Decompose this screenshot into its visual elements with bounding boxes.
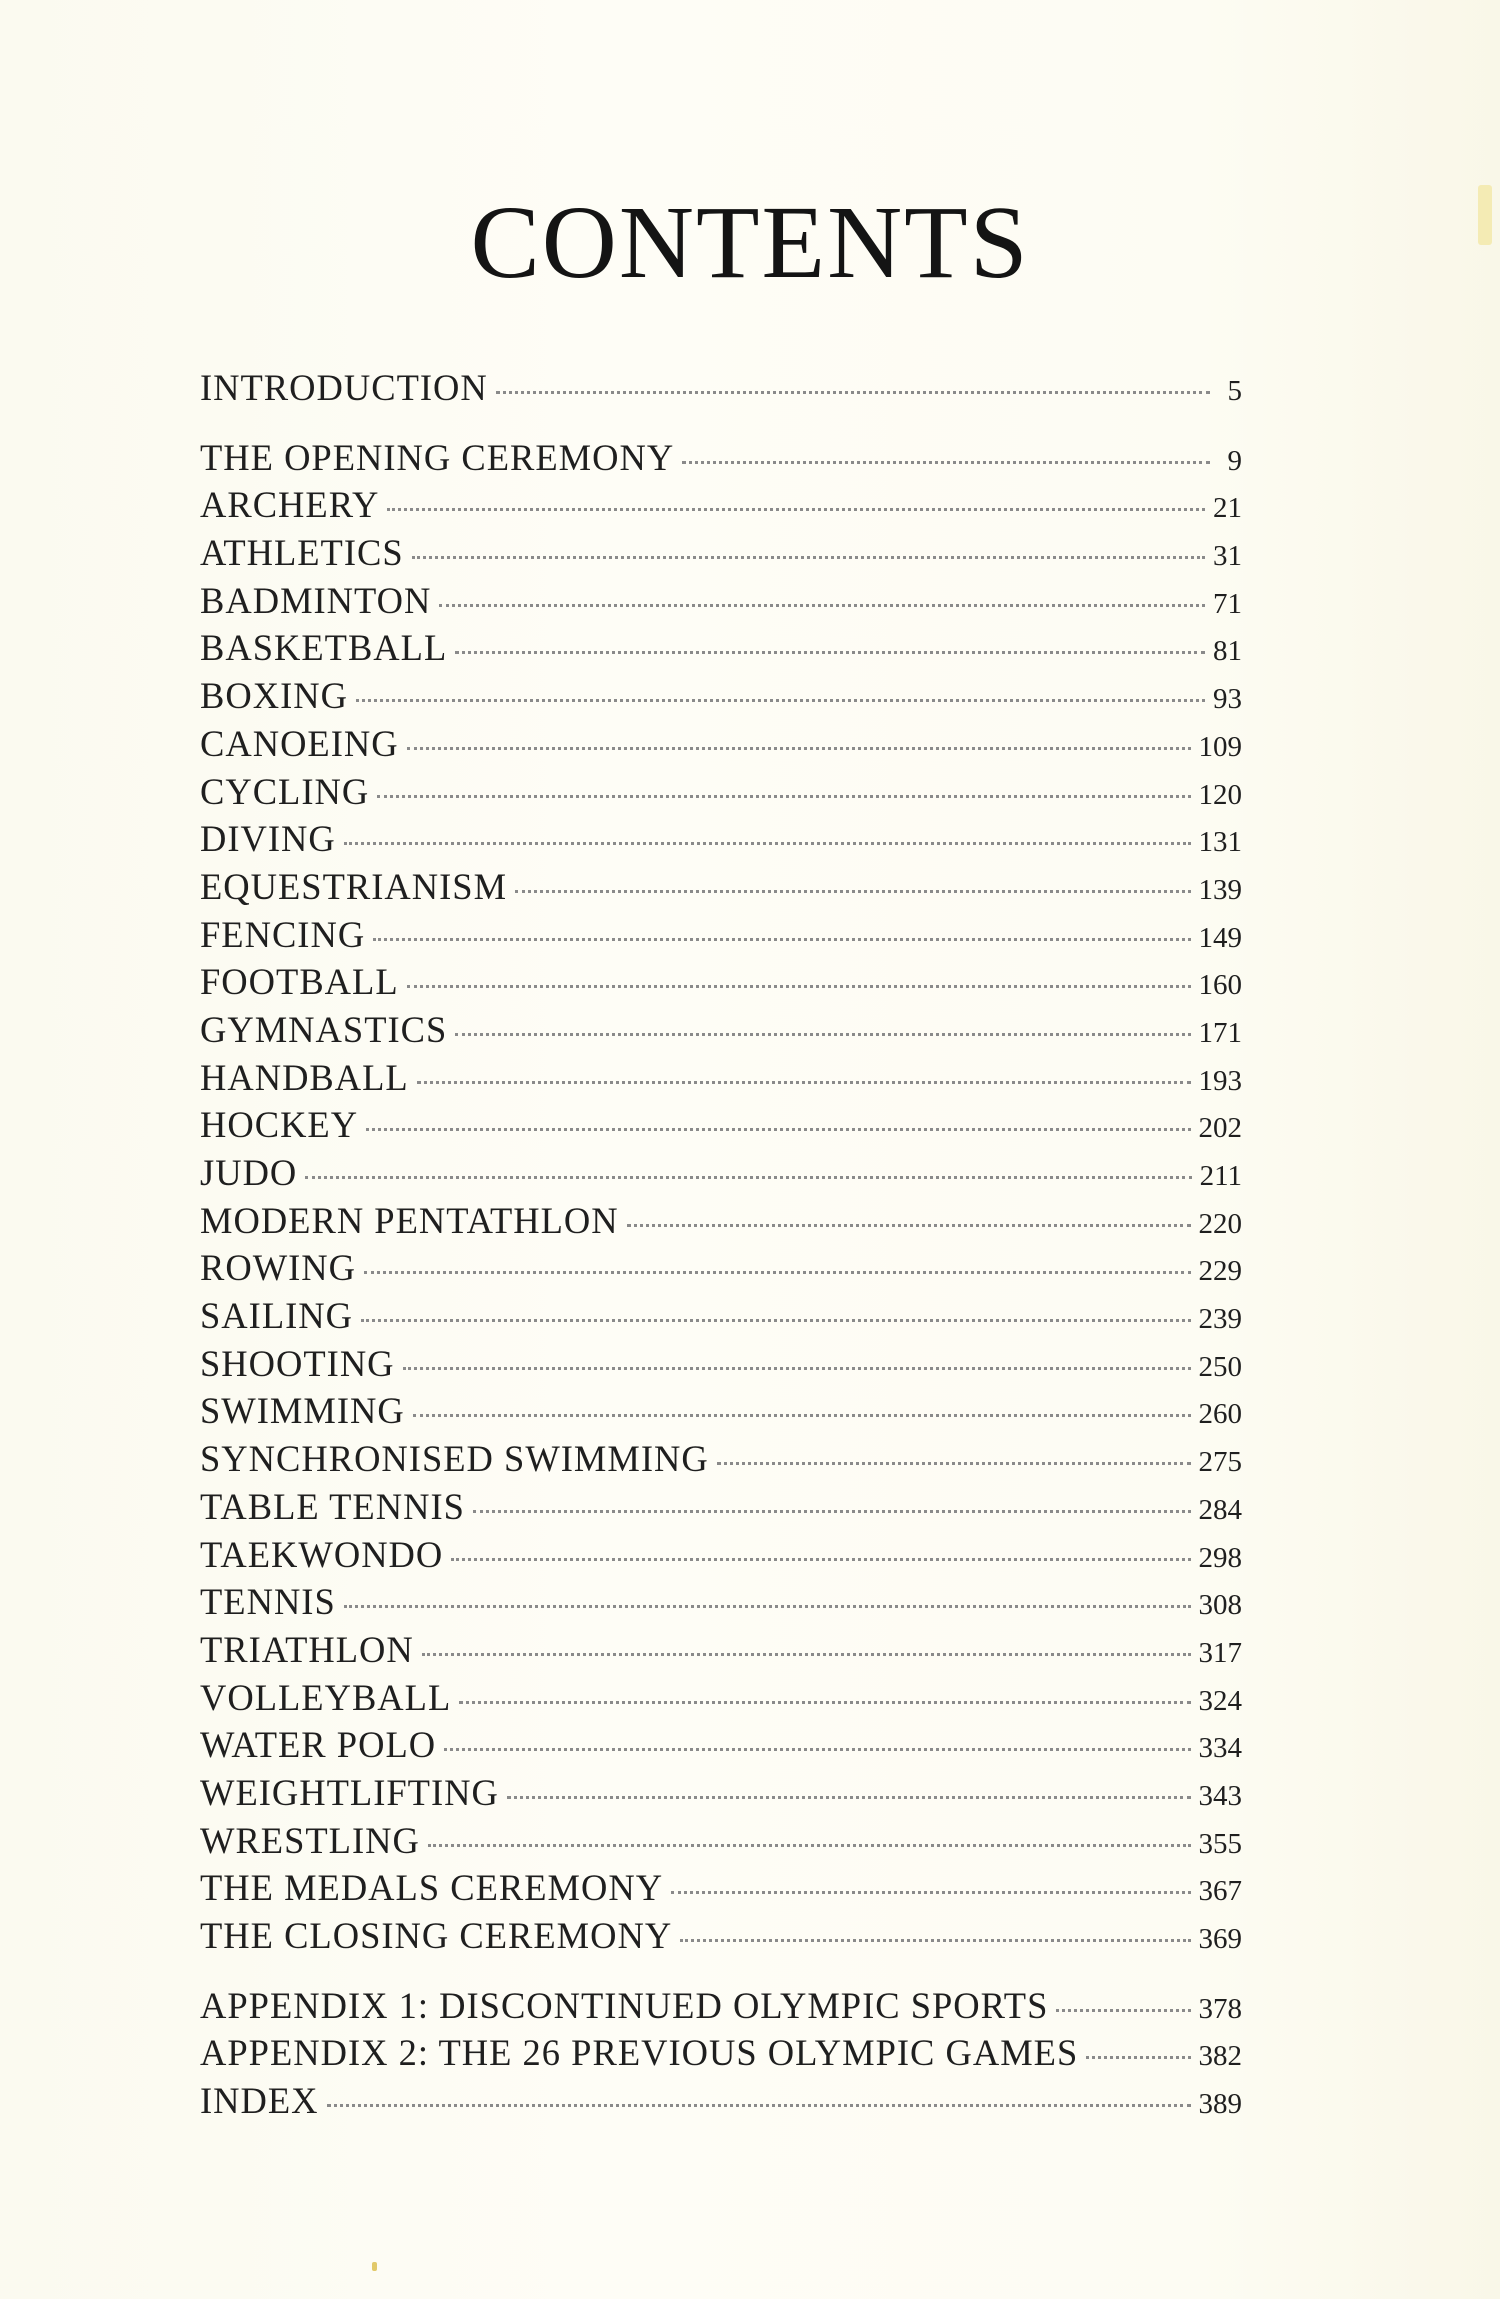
toc-entry [200, 1721, 1242, 1769]
toc-entry [200, 1531, 1242, 1579]
toc-entry-title: MODERN PENTATHLON [200, 1199, 619, 1241]
toc-page-number: 298 [1198, 1541, 1242, 1574]
toc-entry [200, 577, 1242, 625]
toc-entry [200, 1340, 1242, 1388]
toc-dot-leader [407, 985, 1191, 988]
toc-entry [200, 720, 1242, 768]
toc-page-number: 202 [1198, 1112, 1242, 1145]
toc-page-number: 275 [1198, 1446, 1242, 1479]
toc-dot-leader [344, 1605, 1191, 1608]
toc-dot-leader [361, 1319, 1191, 1322]
page-speck [372, 2262, 377, 2271]
toc-page-number: 317 [1198, 1636, 1242, 1669]
toc-page-number: 21 [1213, 492, 1242, 525]
toc-page-number: 120 [1198, 778, 1242, 811]
toc-entry [200, 529, 1242, 577]
toc-entry-title: FOOTBALL [200, 961, 399, 1003]
toc-entry-title: INTRODUCTION [200, 367, 488, 408]
toc-entry [200, 1674, 1242, 1722]
toc-entry [200, 1435, 1242, 1483]
toc-dot-leader [356, 699, 1205, 702]
toc-dot-leader [305, 1176, 1191, 1179]
toc-page-number: 369 [1198, 1923, 1242, 1955]
toc-entry-title: SAILING [200, 1295, 353, 1337]
toc-page-number: 193 [1198, 1064, 1242, 1097]
toc-page-number: 160 [1198, 969, 1242, 1002]
toc-dot-leader [344, 842, 1191, 845]
toc-page-number: 334 [1198, 1732, 1242, 1765]
toc-dot-leader [507, 1796, 1191, 1799]
toc-dot-leader [364, 1271, 1190, 1274]
toc-dot-leader [671, 1891, 1190, 1894]
toc-entry [200, 2029, 1242, 2077]
toc-entry [200, 1769, 1242, 1817]
toc-entry [200, 2077, 1242, 2125]
toc-page-number: 220 [1198, 1207, 1242, 1240]
toc-entry-title: EQUESTRIANISM [200, 865, 508, 907]
toc-entry-title: JUDO [200, 1152, 298, 1193]
toc-entry-title: WATER POLO [200, 1724, 437, 1766]
toc-dot-leader [682, 461, 1210, 464]
toc-entry-title: THE MEDALS CEREMONY [200, 1867, 664, 1909]
toc-page-number: 308 [1198, 1589, 1242, 1622]
toc-dot-leader [373, 938, 1190, 941]
toc-dot-leader [403, 1367, 1191, 1370]
page-title: CONTENTS [470, 185, 1030, 300]
toc-entry-title: APPENDIX 1: DISCONTINUED OLYMPIC SPORTS [200, 1984, 1049, 2026]
toc-entry-title: THE CLOSING CEREMONY [200, 1915, 673, 1956]
toc-entry [200, 1483, 1242, 1531]
toc-dot-leader [459, 1701, 1190, 1704]
toc-entry-title: DIVING [200, 818, 336, 860]
toc-entry [200, 481, 1242, 529]
toc-page-number: 378 [1198, 1992, 1242, 2025]
toc-entry [200, 672, 1242, 720]
toc-entry [200, 768, 1242, 816]
toc-entry [200, 434, 1242, 482]
toc-entry-title: BOXING [200, 675, 348, 717]
toc-entry-title: FENCING [200, 913, 366, 955]
toc-page-number: 389 [1198, 2088, 1242, 2121]
toc-dot-leader [1086, 2056, 1190, 2059]
toc-entry-title: ROWING [200, 1247, 357, 1289]
toc-page-number: 31 [1213, 540, 1242, 573]
toc-page-number: 5 [1227, 375, 1242, 407]
toc-entry [200, 1101, 1242, 1149]
toc-dot-leader [417, 1081, 1191, 1084]
toc-entry [200, 1244, 1242, 1292]
toc-page-number: 239 [1198, 1303, 1242, 1336]
toc-entry [200, 863, 1242, 911]
toc-dot-leader [422, 1653, 1191, 1656]
toc-entry-title: WEIGHTLIFTING [200, 1771, 499, 1813]
toc-entry-title: TAEKWONDO [200, 1533, 444, 1575]
toc-dot-leader [407, 747, 1191, 750]
toc-page-number: 131 [1198, 826, 1242, 859]
toc-entry [200, 1626, 1242, 1674]
toc-dot-leader [627, 1224, 1191, 1227]
toc-dot-leader [366, 1128, 1190, 1131]
toc-entry-title: TABLE TENNIS [200, 1485, 465, 1527]
toc-dot-leader [455, 651, 1205, 654]
toc-page-number: 149 [1198, 921, 1242, 954]
toc-entry-title: CANOEING [200, 722, 399, 764]
toc-page-number: 109 [1198, 730, 1242, 763]
toc-entry-title: WRESTLING [200, 1819, 420, 1861]
toc-page-number: 93 [1213, 683, 1242, 716]
toc-entry [200, 1912, 1242, 1960]
toc-dot-leader [455, 1033, 1190, 1036]
toc-group [200, 364, 1242, 412]
toc-group [200, 434, 1242, 1960]
toc-entry [200, 1292, 1242, 1340]
toc-entry-title: SYNCHRONISED SWIMMING [200, 1438, 709, 1480]
toc-entry-title: BADMINTON [200, 579, 432, 621]
toc-entry [200, 1197, 1242, 1245]
toc-entry-title: VOLLEYBALL [200, 1676, 452, 1718]
toc-entry-title: HANDBALL [200, 1056, 409, 1098]
toc-dot-leader [412, 556, 1205, 559]
toc-dot-leader [413, 1414, 1191, 1417]
toc-page-number: 139 [1198, 873, 1242, 906]
toc-dot-leader [473, 1510, 1191, 1513]
toc-entry [200, 958, 1242, 1006]
toc-entry-title: TENNIS [200, 1581, 336, 1623]
toc-group [200, 1982, 1242, 2125]
toc-page-number: 81 [1213, 635, 1242, 668]
toc-entry-title: SHOOTING [200, 1342, 395, 1384]
toc-page-number: 260 [1198, 1398, 1242, 1431]
toc-entry [200, 815, 1242, 863]
toc-entry [200, 1982, 1242, 2030]
toc-page-number: 171 [1198, 1016, 1242, 1049]
toc-dot-leader [1056, 2009, 1190, 2012]
toc-dot-leader [439, 604, 1205, 607]
toc-page-number: 382 [1198, 2040, 1242, 2073]
toc-dot-leader [717, 1462, 1191, 1465]
toc-entry [200, 1578, 1242, 1626]
toc-entry [200, 364, 1242, 412]
toc-entry [200, 1817, 1242, 1865]
toc-entry-title: GYMNASTICS [200, 1008, 448, 1050]
toc-entry-title: ATHLETICS [200, 532, 404, 574]
toc-dot-leader [387, 508, 1205, 511]
toc-entry-title: CYCLING [200, 770, 370, 812]
toc-page-number: 355 [1198, 1827, 1242, 1860]
toc-entry-title: THE OPENING CEREMONY [200, 436, 675, 478]
toc-entry-title: APPENDIX 2: THE 26 PREVIOUS OLYMPIC GAMES [200, 2032, 1079, 2074]
toc-dot-leader [377, 795, 1190, 798]
toc-entry-title: BASKETBALL [200, 627, 448, 669]
toc-dot-leader [496, 391, 1210, 394]
toc-entry-title: INDEX [200, 2080, 319, 2122]
toc-entry [200, 1864, 1242, 1912]
toc-dot-leader [327, 2104, 1191, 2107]
toc-entry [200, 1149, 1242, 1197]
toc-page-number: 229 [1198, 1255, 1242, 1288]
toc-page-number: 71 [1213, 587, 1242, 620]
toc-page-number: 343 [1198, 1779, 1242, 1812]
toc-entry [200, 1387, 1242, 1435]
toc-entry [200, 1054, 1242, 1102]
toc-page-number: 324 [1198, 1684, 1242, 1717]
toc-entry [200, 624, 1242, 672]
toc-dot-leader [680, 1939, 1190, 1942]
toc-dot-leader [428, 1844, 1191, 1847]
toc-entry-title: HOCKEY [200, 1104, 359, 1146]
toc-entry-title: SWIMMING [200, 1390, 405, 1432]
toc-entry [200, 1006, 1242, 1054]
table-of-contents [200, 364, 1242, 2125]
toc-page-number: 367 [1198, 1875, 1242, 1908]
toc-page-number: 250 [1198, 1350, 1242, 1383]
toc-page-number: 211 [1199, 1160, 1242, 1192]
toc-entry-title: ARCHERY [200, 484, 380, 526]
toc-entry [200, 911, 1242, 959]
toc-dot-leader [451, 1558, 1190, 1561]
toc-page-number: 284 [1198, 1493, 1242, 1526]
toc-entry-title: TRIATHLON [200, 1628, 414, 1670]
toc-dot-leader [444, 1748, 1190, 1751]
toc-page-number: 9 [1227, 444, 1242, 477]
toc-dot-leader [515, 890, 1190, 893]
